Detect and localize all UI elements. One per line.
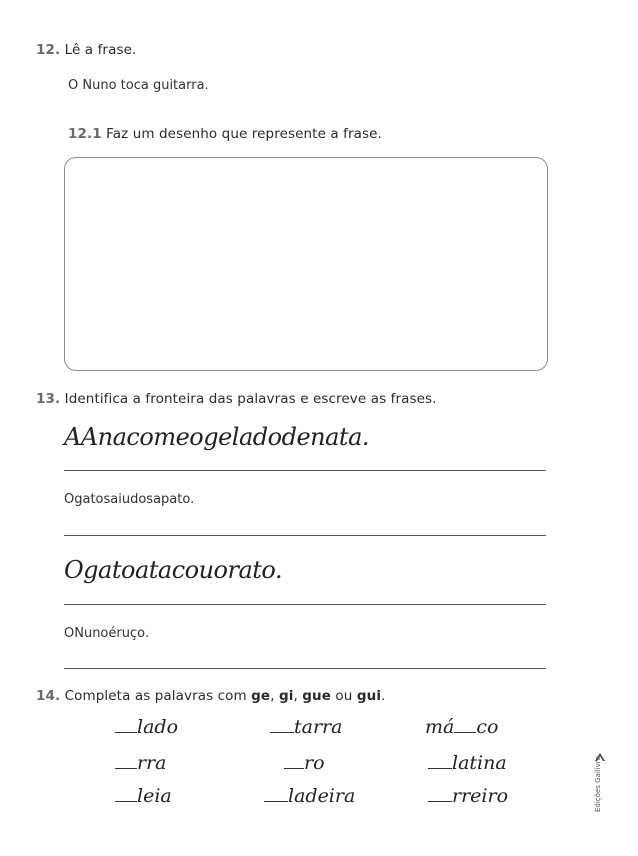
q14-word-part: rreiro [452, 785, 509, 807]
q13-answer-line-2[interactable] [64, 535, 546, 536]
q14-word-part: rra [137, 752, 167, 774]
q14-word-part: tarra [294, 716, 343, 738]
q12-sentence: O Nuno toca guitarra. [68, 78, 209, 93]
q13-answer-line-1[interactable] [64, 470, 546, 471]
q14-blank[interactable] [115, 767, 137, 769]
q14-word-part: ro [304, 752, 325, 774]
q14-word-leia [115, 785, 172, 807]
q12-number: 12. [36, 42, 61, 58]
q12-heading [36, 42, 136, 58]
q14-word-rra [115, 752, 167, 774]
q13-item-3: Ogatoatacouorato. [64, 556, 283, 584]
q14-word-ma-co [425, 716, 498, 738]
q12-1-heading [68, 126, 382, 142]
q14-option-ge: ge [251, 688, 271, 704]
q14-option-gue: gue [302, 688, 332, 704]
q13-answer-line-3[interactable] [64, 604, 546, 605]
q14-blank[interactable] [264, 800, 288, 802]
q12-1-number: 12.1 [68, 126, 102, 142]
q13-item-1: AAnacomeogeladodenata. [64, 423, 370, 451]
q13-number: 13. [36, 391, 61, 407]
q14-word-part: co [476, 716, 499, 738]
q14-heading [36, 688, 385, 704]
q14-blank[interactable] [270, 731, 294, 733]
q13-item-4: ONunoéruço. [64, 626, 149, 641]
q13-instruction: Identifica a fronteira das palavras e escreve as frases. [64, 391, 437, 407]
q14-blank[interactable] [428, 800, 452, 802]
q13-heading [36, 391, 437, 407]
q12-1-instruction: Faz um desenho que represente a frase. [106, 126, 382, 142]
q14-blank[interactable] [115, 731, 137, 733]
q14-word-latina [428, 752, 507, 774]
q14-sep-2: , [293, 688, 303, 704]
q14-word-ro [284, 752, 325, 774]
q14-word-part: má [425, 716, 455, 738]
publisher-name: Edições Gailivro [594, 756, 602, 812]
q13-item-2: Ogatosaiudosapato. [64, 492, 195, 507]
q14-word-lado [115, 716, 178, 738]
q14-option-gi: gi [279, 688, 294, 704]
q14-word-ladeira [264, 785, 355, 807]
drawing-box[interactable] [64, 157, 548, 371]
q14-blank[interactable] [284, 767, 304, 769]
q14-blank[interactable] [115, 800, 137, 802]
q14-blank[interactable] [454, 731, 476, 733]
q14-sep-3: ou [331, 688, 357, 704]
q14-text-before: Completa as palavras com [64, 688, 252, 704]
q14-number: 14. [36, 688, 61, 704]
q14-word-part: ladeira [288, 785, 356, 807]
q14-word-rreiro [428, 785, 508, 807]
q14-word-part: leia [137, 785, 172, 807]
q14-word-part: latina [452, 752, 507, 774]
q14-word-part: lado [137, 716, 179, 738]
q12-instruction: Lê a frase. [64, 42, 137, 58]
q14-word-tarra [270, 716, 342, 738]
q13-answer-line-4[interactable] [64, 668, 546, 669]
q14-blank[interactable] [428, 767, 452, 769]
q14-option-gui: gui [356, 688, 382, 704]
q14-sep-1: , [270, 688, 279, 704]
q14-end: . [381, 688, 386, 704]
